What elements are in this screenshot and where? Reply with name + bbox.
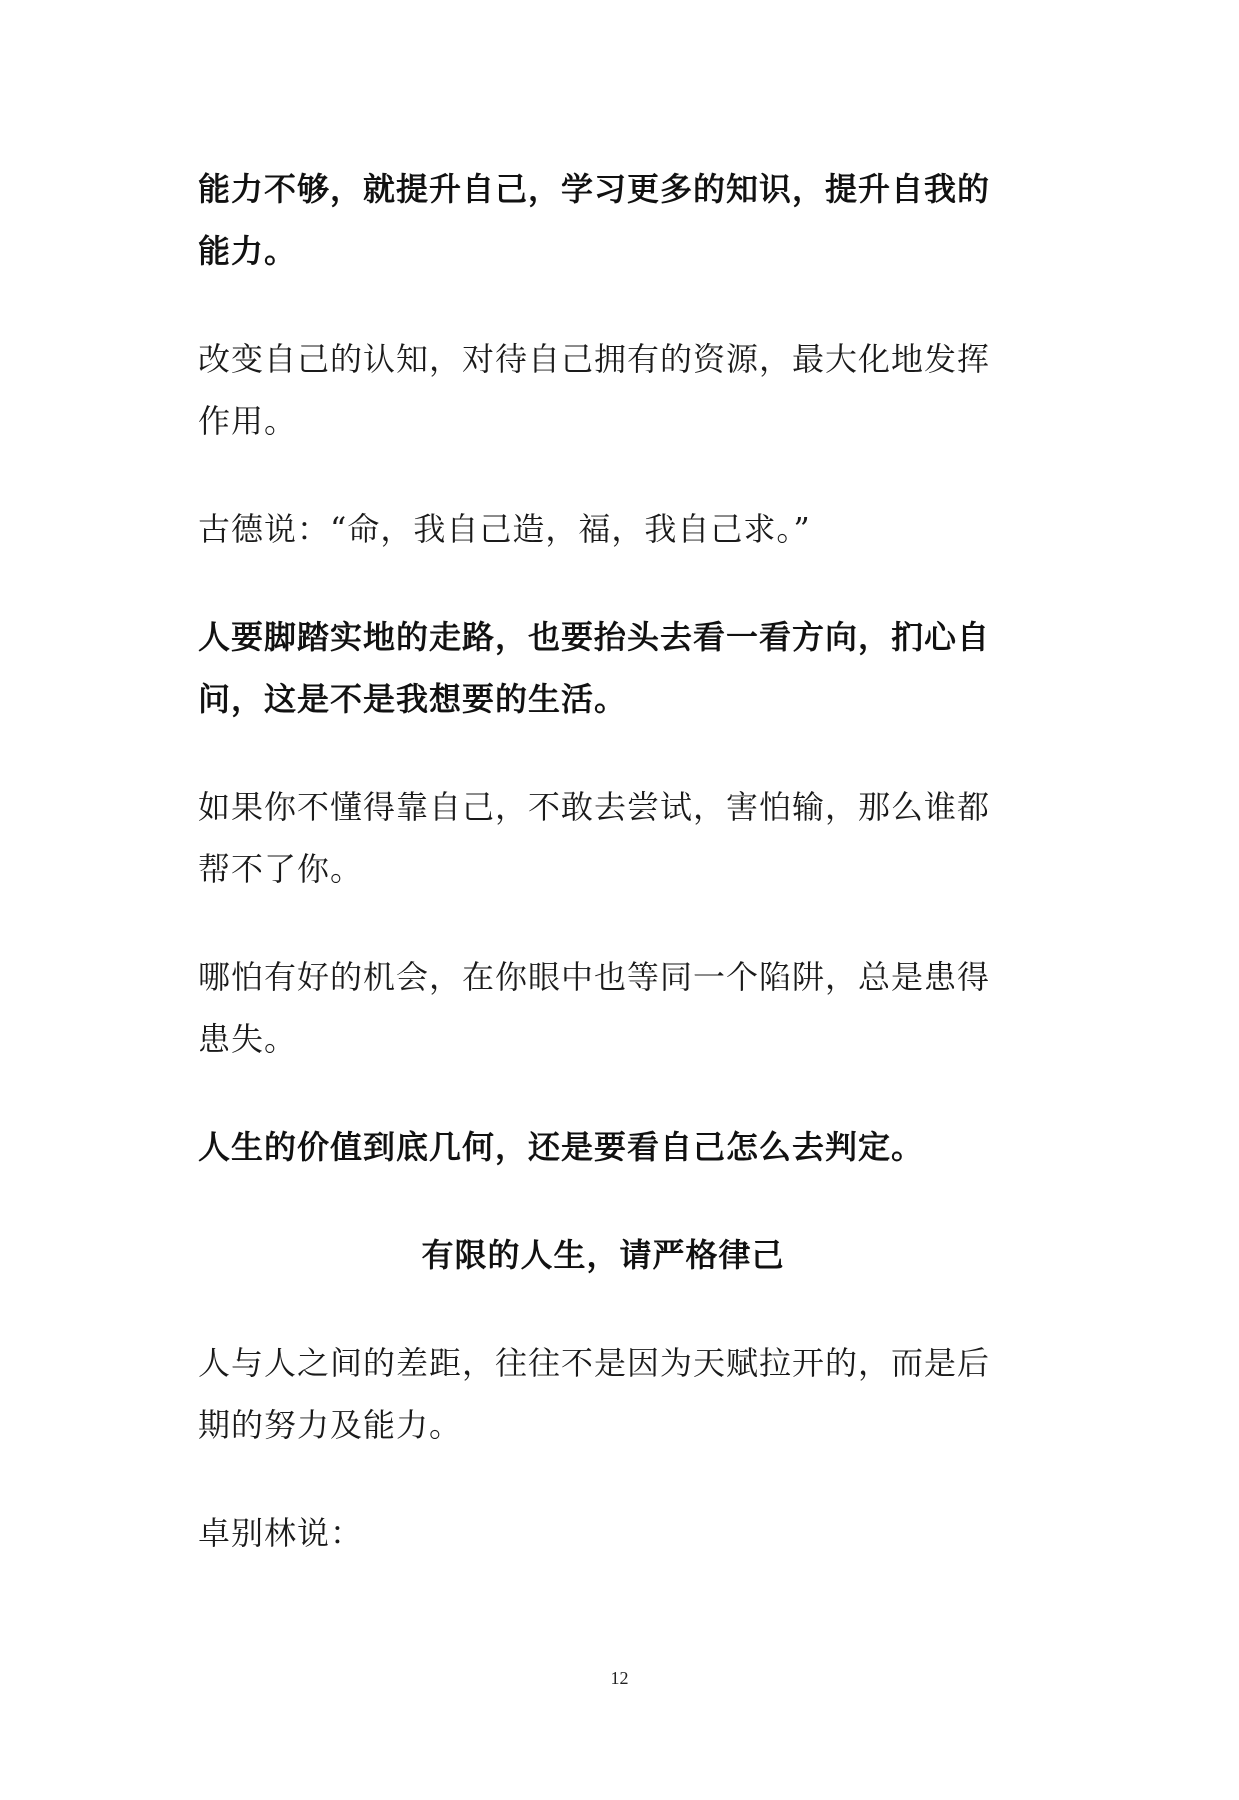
page-number: 12: [610, 1668, 629, 1688]
paragraph-2: 改变自己的认知，对待自己拥有的资源，最大化地发挥作用。: [198, 340, 991, 440]
paragraph-3: 古德说：“命，我自己造，福，我自己求。”: [198, 510, 811, 548]
paragraph-9: 卓别林说：: [198, 1514, 364, 1552]
document-body: [198, 158, 1008, 1610]
paragraph-4: 人要脚踏实地的走路，也要抬头去看一看方向，扪心自问，这是不是我想要的生活。: [198, 618, 991, 718]
paragraph-7: 人生的价值到底几何，还是要看自己怎么去判定。: [198, 1128, 925, 1166]
paragraph-1: 能力不够，就提升自己，学习更多的知识，提升自我的能力。: [198, 170, 991, 270]
paragraph-5: 如果你不懂得靠自己，不敢去尝试，害怕输，那么谁都帮不了你。: [198, 788, 991, 888]
paragraph-8: 人与人之间的差距，往往不是因为天赋拉开的，而是后期的努力及能力。: [198, 1344, 991, 1444]
section-heading: 有限的人生，请严格律己: [421, 1236, 785, 1274]
paragraph-6: 哪怕有好的机会，在你眼中也等同一个陷阱，总是患得患失。: [198, 958, 991, 1058]
